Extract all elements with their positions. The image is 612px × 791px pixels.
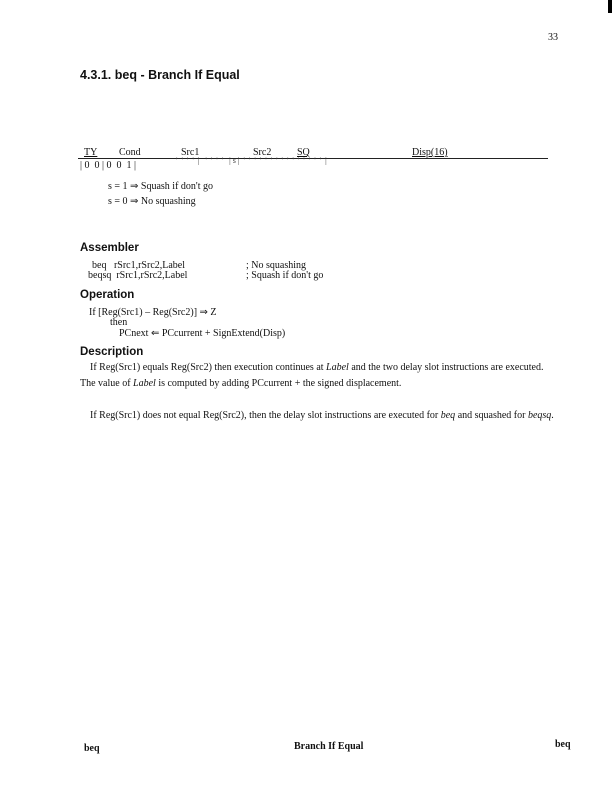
- field-disp: Disp(16): [412, 147, 448, 158]
- description-heading: Description: [80, 346, 144, 358]
- description-paragraph-1-line-2: [80, 378, 401, 389]
- desc-text: and squashed for: [455, 410, 528, 421]
- field-src2: Src2: [253, 147, 272, 158]
- field-cond: Cond: [119, 147, 141, 158]
- assembler-line-1-code: beq rSrc1,rSrc2,Label: [92, 260, 186, 271]
- operation-line-2: then: [110, 317, 128, 328]
- assembler-line-2-comment: ; Squash if don't go: [246, 270, 324, 281]
- description-paragraph-2: [90, 410, 554, 421]
- bit-ticks: ' ' ' ' | ' ' ' ' | s | ' ' ' ' ' ' ' ' ' ' ' ' ' ' ' |: [176, 156, 327, 165]
- desc-emphasis-beqsq: beqsq: [527, 410, 552, 421]
- assembler-heading: Assembler: [80, 242, 139, 254]
- footer-right: beq: [555, 739, 571, 750]
- desc-text: If Reg(Src1) does not equal Reg(Src2), then the delay slot instructions are executed for: [90, 410, 441, 421]
- section-title: 4.3.1. beq - Branch If Equal: [80, 68, 240, 82]
- desc-text: If Reg(Src1) equals Reg(Src2) then execution continues at: [90, 362, 327, 373]
- page-number: 33: [548, 32, 558, 43]
- operation-line-3: PCnext ⇐ PCcurrent + SignExtend(Disp): [119, 328, 286, 339]
- description-paragraph-1-line-1: [90, 362, 544, 373]
- field-src1: Src1: [181, 147, 200, 158]
- footer-left: beq: [84, 743, 100, 754]
- assembler-line-2-code: beqsq rSrc1,rSrc2,Label: [88, 270, 188, 281]
- field-sq: SQ: [297, 147, 310, 158]
- operation-line-1: If [Reg(Src1) – Reg(Src2)] ⇒ Z: [89, 307, 217, 318]
- corner-mark: [608, 0, 612, 13]
- desc-text: is computed by adding PCcurrent + the signed displacement.: [155, 378, 402, 389]
- desc-emphasis-beq: beq: [440, 410, 456, 421]
- desc-text: and the two delay slot instructions are executed.: [348, 362, 544, 373]
- desc-emphasis-label: Label: [326, 362, 349, 373]
- operation-heading: Operation: [80, 289, 135, 301]
- field-ty: TY: [84, 147, 98, 158]
- squash-note-1: s = 1 ⇒ Squash if don't go: [108, 181, 213, 192]
- squash-note-0: s = 0 ⇒ No squashing: [108, 196, 196, 207]
- desc-text: The value of: [80, 378, 134, 389]
- desc-text: .: [551, 410, 554, 421]
- opcode-bits: | 0 0 | 0 0 1 |: [80, 160, 137, 171]
- assembler-line-1-comment: ; No squashing: [246, 260, 306, 271]
- footer-center: Branch If Equal: [294, 741, 364, 752]
- desc-emphasis-label: Label: [133, 378, 156, 389]
